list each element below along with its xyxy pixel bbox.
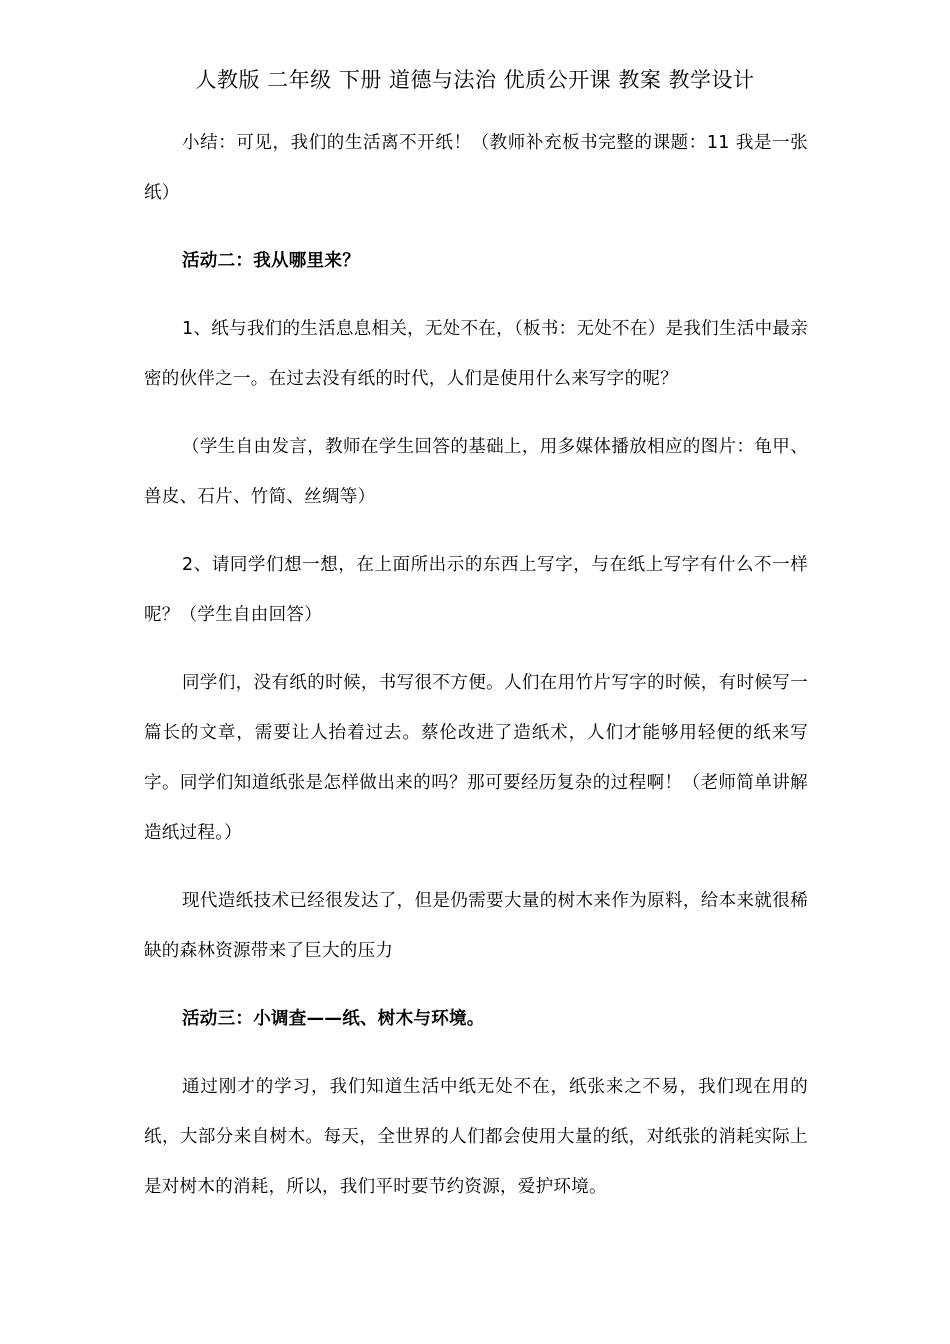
- paragraph-5: 现代造纸技术已经很发达了，但是仍需要大量的树木来作为原料，给本来就很稀缺的森林资源带来了巨大的压力: [144, 891, 808, 961]
- activity-three-heading: 活动三：小调查——纸、树木与环境。: [182, 1009, 485, 1029]
- paragraph-4: 同学们，没有纸的时候，书写很不方便。人们在用竹片写字的时候，有时候写一篇长的文章，需要让人抬着过去。蔡伦改进了造纸术，人们才能够用轻便的纸来写字。同学们知道纸张是怎样做出来的吗？那可要经历复杂的过程啊！（老师简单讲解造纸过程。）: [144, 673, 808, 843]
- paragraph-6: 通过刚才的学习，我们知道生活中纸无处不在，纸张来之不易，我们现在用的纸，大部分来自树木。每天，全世界的人们都会使用大量的纸，对纸张的消耗实际上是对树木的消耗，所以，我们平时要节约资源，爱护环境。: [144, 1077, 808, 1197]
- page-header: 人教版 二年级 下册 道德与法治 优质公开课 教案 教学设计: [195, 68, 755, 92]
- summary-paragraph: 小结：可见，我们的生活离不开纸！（教师补充板书完整的课题：11 我是一张纸）: [144, 133, 808, 203]
- paragraph-2: （学生自由发言，教师在学生回答的基础上，用多媒体播放相应的图片：龟甲、兽皮、石片、竹简、丝绸等）: [144, 437, 808, 507]
- paragraph-1: 1、纸与我们的生活息息相关，无处不在，（板书：无处不在）是我们生活中最亲密的伙伴之一。在过去没有纸的时代，人们是使用什么来写字的呢？: [144, 319, 808, 389]
- document-body: [144, 118, 808, 1230]
- activity-two-heading: 活动二：我从哪里来？: [182, 251, 360, 271]
- paragraph-3: 2、请同学们想一想，在上面所出示的东西上写字，与在纸上写字有什么不一样呢？（学生自由回答）: [144, 555, 808, 625]
